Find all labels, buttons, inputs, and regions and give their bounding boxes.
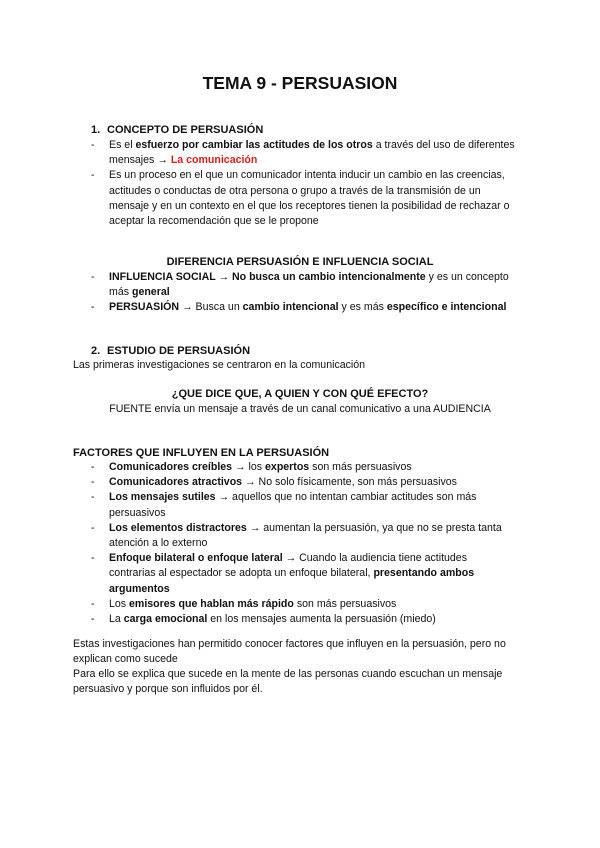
list-item: - PERSUASIÓN → Busca un cambio intencional y es más específico e intencional <box>91 300 531 315</box>
question-heading: ¿QUE DICE QUE, A QUIEN Y CON QUÉ EFECTO? <box>171 388 429 400</box>
section-2-number: 2. <box>91 345 101 357</box>
question-subtitle: FUENTE envía un mensaje a través de un canal comunicativo a una AUDIENCIA <box>109 403 491 415</box>
closing-paragraph-2: Para ello se explica que sucede en la mente de las personas cuando escuchan un mensaje persuasivo y porque son influidos por él. <box>73 668 503 696</box>
section-1-heading <box>91 123 263 138</box>
list-item: - Comunicadores creíbles → los expertos son más persuasivos <box>91 460 511 475</box>
list-item: - Es el esfuerzo por cambiar las actitudes de los otros a través del uso de diferentes mensajes → La comunicación <box>91 138 521 168</box>
difference-heading: DIFERENCIA PERSUASIÓN E INFLUENCIA SOCIAL <box>166 256 434 268</box>
list-item: - Los emisores que hablan más rápido son más persuasivos <box>91 597 511 612</box>
list-item: - INFLUENCIA SOCIAL → No busca un cambio intencionalmente y es un concepto más general <box>91 270 531 300</box>
section-1-number: 1. <box>91 124 101 136</box>
page-title: TEMA 9 - PERSUASION <box>202 73 398 93</box>
list-item: - Los elementos distractores → aumentan la persuasión, ya que no se presta tanta atención a lo externo <box>91 521 511 551</box>
section-2-title: ESTUDIO DE PERSUASIÓN <box>107 345 251 357</box>
factors-heading: FACTORES QUE INFLUYEN EN LA PERSUASIÓN <box>73 447 330 459</box>
list-item: - Comunicadores atractivos → No solo físicamente, son más persuasivos <box>91 475 511 490</box>
highlight-text: La comunicación <box>170 154 258 167</box>
list-item: - Enfoque bilateral o enfoque lateral → Cuando la audiencia tiene actitudes contrarias al espectador se adopta un enfoque bilateral, presentando ambos argumentos <box>91 551 511 597</box>
difference-list <box>91 270 531 316</box>
section-2-intro: Las primeras investigaciones se centraron en la comunicación <box>73 359 366 371</box>
closing-paragraph-1: Estas investigaciones han permitido conocer factores que influyen en la persuasión, pero no explican como sucede <box>73 638 506 666</box>
concept-list <box>91 138 521 229</box>
list-item: - Los mensajes sutiles → aquellos que no intentan cambiar actitudes son más persuasivos <box>91 490 511 520</box>
factors-list <box>91 460 511 627</box>
section-2-heading <box>91 344 250 359</box>
section-1-title: CONCEPTO DE PERSUASIÓN <box>107 124 264 136</box>
list-item: - La carga emocional en los mensajes aumenta la persuasión (miedo) <box>91 612 511 627</box>
list-item: - Es un proceso en el que un comunicador intenta inducir un cambio en las creencias, actitudes o conductas de otra persona o grupo a través de la transmisión de un mensaje y en un contexto en el que los receptores tienen la posibilidad de rechazar o aceptar la recomendación que se le propone <box>91 168 521 229</box>
